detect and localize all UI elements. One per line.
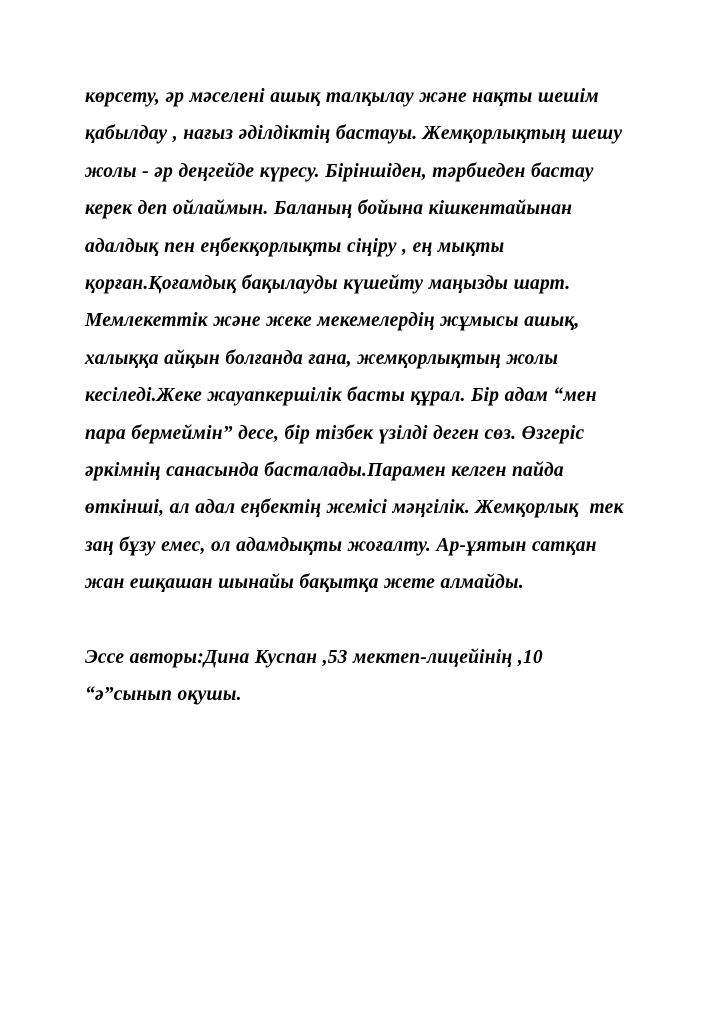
paragraph-essay-body: көрсету, әр мәселені ашық талқылау және нақты шешім қабылдау , нағыз әділдіктің бастауы. Жемқорлықтың шешу жолы - әр деңгейде күресу. Біріншіден, тәрбиеден бастау керек деп ойлаймын. Баланың бойына кішкентайынан адалдық пен еңбекқорлықты сіңіру , ең мықты қорған.Қоғамдық бақылауды күшейту маңызды шарт. Мемлекеттік және жеке мекемелердің жұмысы ашық, халыққа айқын болғанда ғана, жемқорлықтың жолы кесіледі.Жеке жауапкершілік басты құрал. Бір адам “мен пара бермеймін” десе, бір тізбек үзілді деген сөз. Өзгеріс әркімнің санасында басталады.Парамен келген пайда өткінші, ал адал еңбектің жемісі мәңгілік. Жемқорлық тек заң бұзу емес, ол адамдықты жоғалту. Ар-ұятын сатқан жан ешқашан шынайы бақытқа жете алмайды. bbox=[85, 86, 630, 594]
paragraph-author-attribution: Эссе авторы:Дина Куспан ,53 мектеп-лицейінің ,10 “ә”сынып оқушы. bbox=[85, 647, 549, 706]
paragraph-spacer bbox=[85, 602, 630, 639]
document-text-body bbox=[85, 78, 630, 714]
